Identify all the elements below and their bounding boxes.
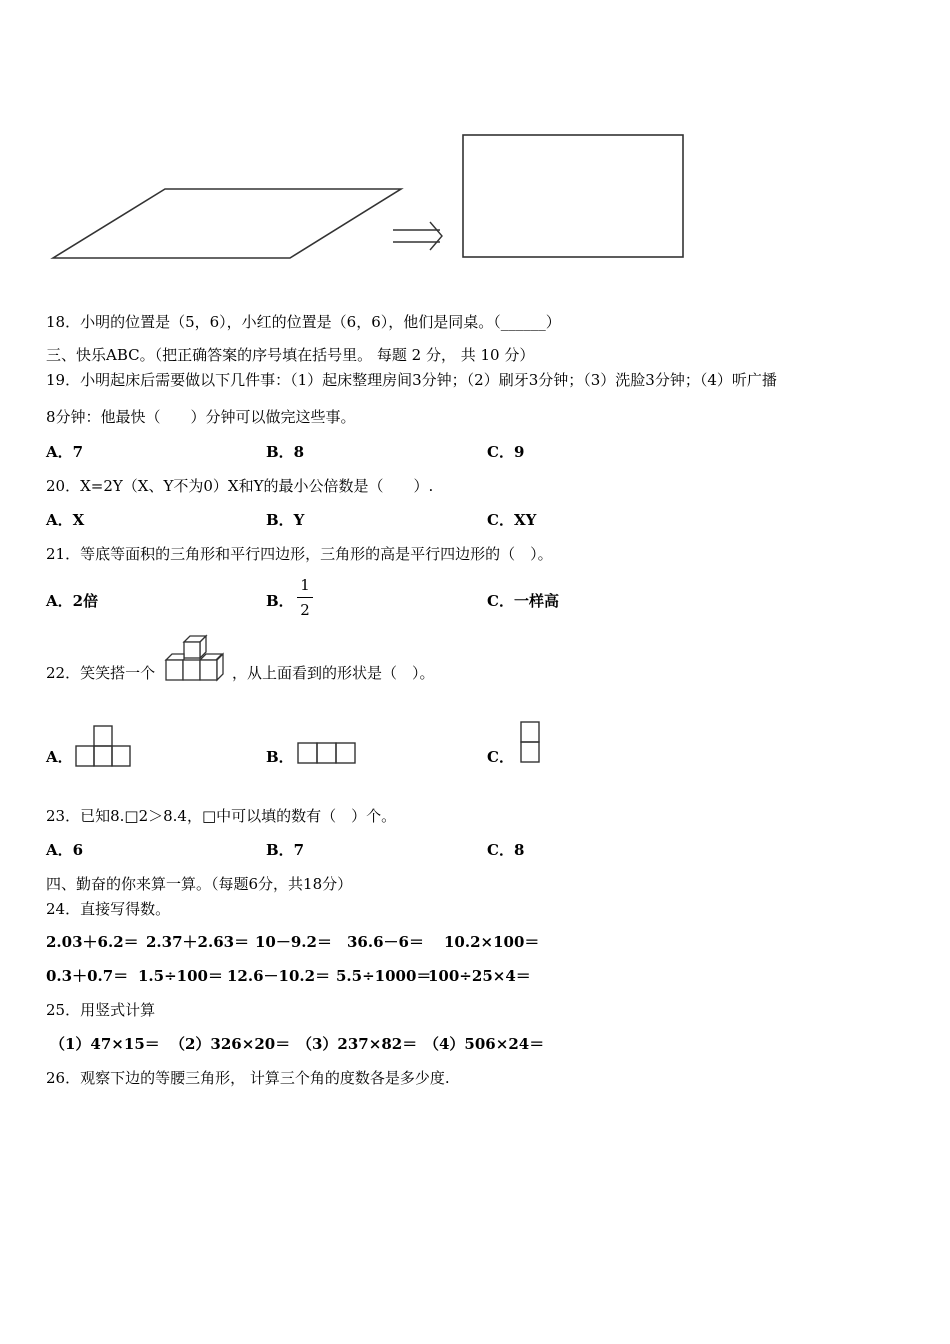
q21-option-b[interactable]: B． (266, 592, 294, 610)
q24-item: 100÷25×4＝ (428, 967, 531, 985)
q24-item: 10－9.2＝ (255, 933, 332, 951)
view-shape-a (75, 726, 135, 768)
q24-item: 10.2×100＝ (444, 933, 540, 951)
double-arrow-icon (393, 222, 442, 250)
q21-option-a[interactable]: A．2倍 (46, 592, 99, 610)
q23-option-c[interactable]: C．8 (487, 841, 525, 859)
view-shape-c (520, 721, 542, 765)
q22-option-b[interactable]: B． (266, 748, 294, 766)
q19-option-a[interactable]: A．7 (46, 443, 84, 461)
q20-option-b[interactable]: B．Y (266, 511, 305, 529)
q20-text: 20．X=2Y（X、Y不为0）X和Y的最小公倍数是（ ）. (46, 477, 434, 495)
q24-item: 0.3＋0.7＝ (46, 967, 129, 985)
q23-option-b[interactable]: B．7 (266, 841, 305, 859)
q23-option-a[interactable]: A．6 (46, 841, 84, 859)
q26-text: 26．观察下边的等腰三角形， 计算三个角的度数各是多少度. (46, 1069, 450, 1087)
q21-option-c[interactable]: C．一样高 (487, 592, 559, 610)
q24-item: 2.03＋6.2＝ (46, 933, 139, 951)
q18-text: 18．小明的位置是（5，6），小红的位置是（6，6），他们是同桌。（______） (46, 313, 561, 331)
q23-text: 23．已知8.□2＞8.4，□中可以填的数有（ ）个。 (46, 807, 397, 825)
cube-stack-figure (160, 634, 235, 686)
fraction-denominator: 2 (300, 601, 310, 619)
q24-item: 2.37＋2.63＝ (146, 933, 250, 951)
q19-line1: 19．小明起床后需要做以下几件事：（1）起床整理房间3分钟；（2）刷牙3分钟；（3）洗脸3分钟；（4）听广播 (46, 371, 777, 389)
q22-option-a[interactable]: A． (46, 748, 73, 766)
view-shape-b (297, 742, 357, 766)
q22-text-after: ，从上面看到的形状是（ ）。 (232, 664, 435, 682)
q19-option-b[interactable]: B．8 (266, 443, 305, 461)
q25-item: （1）47×15＝ (50, 1035, 160, 1053)
q25-item: （2）326×20＝ (170, 1035, 291, 1053)
q24-item: 36.6－6＝ (347, 933, 424, 951)
section4-title: 四、勤奋的你来算一算。（每题6分，共18分） (46, 875, 353, 893)
q24-item: 1.5÷100＝ (138, 967, 223, 985)
q21-text: 21．等底等面积的三角形和平行四边形，三角形的高是平行四边形的（ ）。 (46, 545, 553, 563)
q24-item: 5.5÷1000＝ (336, 967, 432, 985)
q22-option-c[interactable]: C． (487, 748, 514, 766)
q20-option-c[interactable]: C．XY (487, 511, 537, 529)
parallelogram-shape (53, 189, 401, 258)
section3-title: 三、快乐ABC。（把正确答案的序号填在括号里。 每题 2 分， 共 10 分） (46, 346, 535, 364)
parallelogram-figure (0, 0, 950, 280)
q19-option-c[interactable]: C．9 (487, 443, 525, 461)
q25-title: 25．用竖式计算 (46, 1001, 156, 1019)
q22-text-before: 22．笑笑搭一个 (46, 664, 156, 682)
q20-option-a[interactable]: A．X (46, 511, 85, 529)
q24-title: 24．直接写得数。 (46, 900, 171, 918)
rectangle-shape (463, 135, 683, 257)
q19-line2: 8分钟：他最快（ ）分钟可以做完这些事。 (46, 408, 356, 426)
q24-item: 12.6－10.2＝ (227, 967, 331, 985)
q25-item: （4）506×24＝ (424, 1035, 545, 1053)
q25-item: （3）237×82＝ (297, 1035, 418, 1053)
fraction-numerator: 1 (300, 576, 310, 594)
fraction-bar (297, 597, 313, 598)
